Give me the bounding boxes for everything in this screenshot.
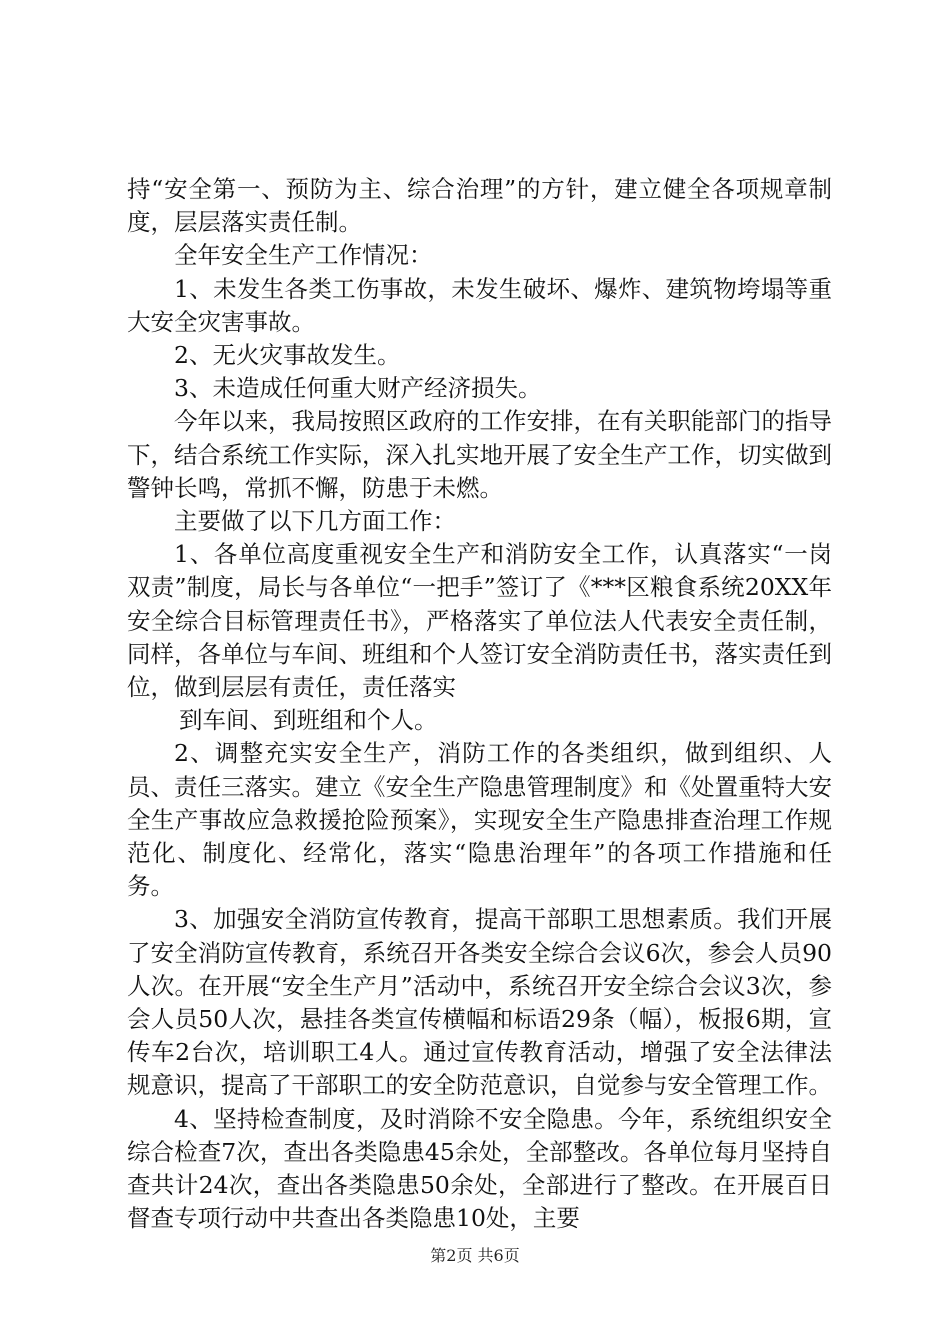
paragraph-work-3: 3、加强安全消防宣传教育，提高干部职工思想素质。我们开展了安全消防宣传教育，系统召开各类安全综合会议6次，参会人员90人次。在开展“安全生产月”活动中，系统召开安全综合会议3次，参会人员50人次，悬挂各类宣传横幅和标语29条（幅），板报6期，宣传车2台次，培训职工4人。通过宣传教育活动，增强了安全法律法规意识，提高了干部职工的安全防范意识，自觉参与安全管理工作。 [127,905,832,1100]
document-body [127,173,832,1236]
page-footer: 第2页 共6页 [430,1246,520,1265]
paragraph-work-4: 4、坚持检查制度，及时消除不安全隐患。今年，系统组织安全综合检查7次，查出各类隐患45余处，全部整改。各单位每月坚持自查共计24次，查出各类隐患50余处，全部进行了整改。在开展百日督查专项行动中共查出各类隐患10处，主要 [127,1104,832,1233]
paragraph-work-2: 2、调整充实安全生产，消防工作的各类组织，做到组织、人员、责任三落实。建立《安全生产隐患管理制度》和《处置重特大安全生产事故应急救援抢险预案》，实现安全生产隐患排查治理工作规范化、制度化、经常化，落实“隐患治理年”的各项工作措施和任务。 [127,739,832,901]
paragraph-work-1-continued: 到车间、到班组和个人。 [179,706,438,735]
paragraph-continuation: 持“安全第一、预防为主、综合治理”的方针，建立健全各项规章制度，层层落实责任制。 [127,175,832,237]
paragraph-heading-summary: 全年安全生产工作情况： [174,241,433,270]
paragraph-heading-work: 主要做了以下几方面工作： [174,507,456,536]
paragraph-intro: 今年以来，我局按照区政府的工作安排，在有关职能部门的指导下，结合系统工作实际，深入扎实地开展了安全生产工作，切实做到警钟长鸣，常抓不懈，防患于未燃。 [127,407,832,502]
paragraph-item-1: 1、未发生各类工伤事故，未发生破坏、爆炸、建筑物垮塌等重大安全灾害事故。 [127,274,832,336]
paragraph-item-2: 2、无火灾事故发生。 [174,341,401,370]
paragraph-item-3: 3、未造成任何重大财产经济损失。 [174,374,542,403]
paragraph-work-1: 1、各单位高度重视安全生产和消防安全工作，认真落实“一岗双责”制度，局长与各单位“一把手”签订了《***区粮食系统20XX年安全综合目标管理责任书》，严格落实了单位法人代表安全责任制，同样，各单位与车间、班组和个人签订安全消防责任书，落实责任到位，做到层层有责任，责任落实 [127,540,832,702]
